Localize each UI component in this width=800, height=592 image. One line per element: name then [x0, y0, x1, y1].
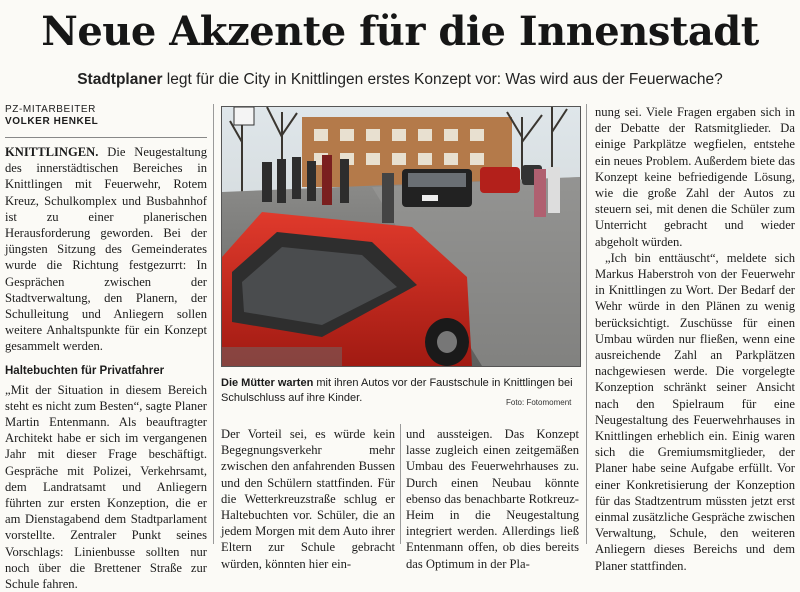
- dateline: KNITTLINGEN.: [5, 145, 99, 159]
- caption-text: mit ihren Autos vor der Faustschule in Knittlingen bei Schulschluss auf ihre Kinder.: [221, 377, 573, 404]
- lead-text: Die Neugestaltung des innerstädtischen Bereiches in Knittlingen mit Feuerwehr, Rotem Kreuz, Schulkomplex und Busbahnhof ist zu einer planerischen Herausforderung geworden. Bei der jüngsten Sitzung des Gemeinderates wurde die Richtung festgezurrt: In Gesprächen zwischen der Stadtverwaltung, den Planern, der Schulleitung und Anliegern sollen weitere Anhaltspunkte für ein Konzept gesammelt werden.: [5, 145, 207, 354]
- section-subtitle: Haltebuchten für Privatfahrer: [5, 364, 165, 377]
- subheadline: [0, 70, 800, 90]
- column-3-text: und aussteigen. Das Konzept lasse zugleich einen zeitgemäßen Umbau des Feuerwehrhauses zu. Durch einen Neubau könnte ebenso das benachbarte Rotkreuz-Heim in die Neugestaltung integriert werden. Allerdings ließ Entenmann offen, ob dies bereits das Optimum in der Pla-: [406, 427, 579, 571]
- headline: Neue Akzente für die Innenstadt: [41, 8, 759, 55]
- column-rule: [586, 104, 587, 544]
- paragraph-2: „Mit der Situation in diesem Bereich steht es nicht zum Besten“, sagte Planer Martin Entenmann. Als beauftragter Architekt habe er sich im vergangenen Jahr mit dieser Frage beschäftigt. Gespräche mit Polizei, Verkehrsamt, dem Landratsamt und Anliegern führten zur ersten Konzeption, die er am Dienstagabend dem Stadtparlament vorstellte. Zentraler Punkt seines Vorschlags: Linienbusse sollten nur noch über die Brettener Straße zur Schule fahren.: [5, 382, 207, 592]
- lead-paragraph: [5, 144, 207, 355]
- subheadline-text: legt für die City in Knittlingen erstes Konzept vor: Was wird aus der Feuerwache?: [162, 71, 723, 88]
- photo-credit: Foto: Fotomoment: [506, 398, 572, 407]
- caption-lead: Die Mütter warten: [221, 377, 314, 389]
- column-rule: [400, 424, 401, 544]
- subheadline-lead: Stadtplaner: [77, 71, 163, 88]
- column-1: [5, 104, 207, 592]
- column-4: [595, 104, 795, 574]
- street-photo: [221, 106, 581, 367]
- column-2-text: Der Vorteil sei, es würde kein Begegnungsverkehr mehr zwischen den anfahrenden Bussen und den Schülern stattfinden. Für die Wetterkreuzstraße schlug er Haltebuchten vor. Schüler, die an jedem Morgen mit dem Auto ihrer Eltern zur Schule gebracht würden, könnten hier ein-: [221, 427, 395, 571]
- byline-role: PZ-MITARBEITER: [5, 104, 96, 115]
- column-4-paragraph-2: „Ich bin enttäuscht“, meldete sich Markus Haberstroh von der Feuerwehr in Knittlingen zu Wort. Der Bedarf der Wehr würde in den Plänen zu wenig berücksichtigt. Zuschüsse für einen Umbau würden nur fließen, wenn eine ausreichende Zahl an Parkplätzen nachgewiesen werde. Die vorgelegte Konzeption schränkt seiner Ansicht nach den Spielraum für eine Neugestaltung des Feuerwehrhauses in Knittlingen erheblich ein. Einig waren sich die Gremiumsmitglieder, der Planer habe seine Aufgabe erfüllt. Vor einer Konkretisierung der Konzeption für das Stadtzentrum müssten jetzt erst einmal zusätzliche Gespräche zwischen Verwaltung, Schule, den weiteren Anliegern dieses Bereichs und dem Planer stattfinden.: [595, 250, 795, 573]
- byline-name: VOLKER HENKEL: [5, 116, 99, 127]
- column-rule: [213, 104, 214, 544]
- byline-rule: [5, 137, 207, 138]
- column-4-paragraph-1: nung sei. Viele Fragen ergaben sich in der Debatte der Ratsmitglieder. Da einige Parkplätze wegfielen, entstehe ein neues Problem. Außerdem biete das Konzept keine befriedigende Lösung, wie die große Zahl der Autos zu steuern sei, mit denen die Schüler zum Unterricht gebracht und wieder abgeholt würden.: [595, 105, 795, 249]
